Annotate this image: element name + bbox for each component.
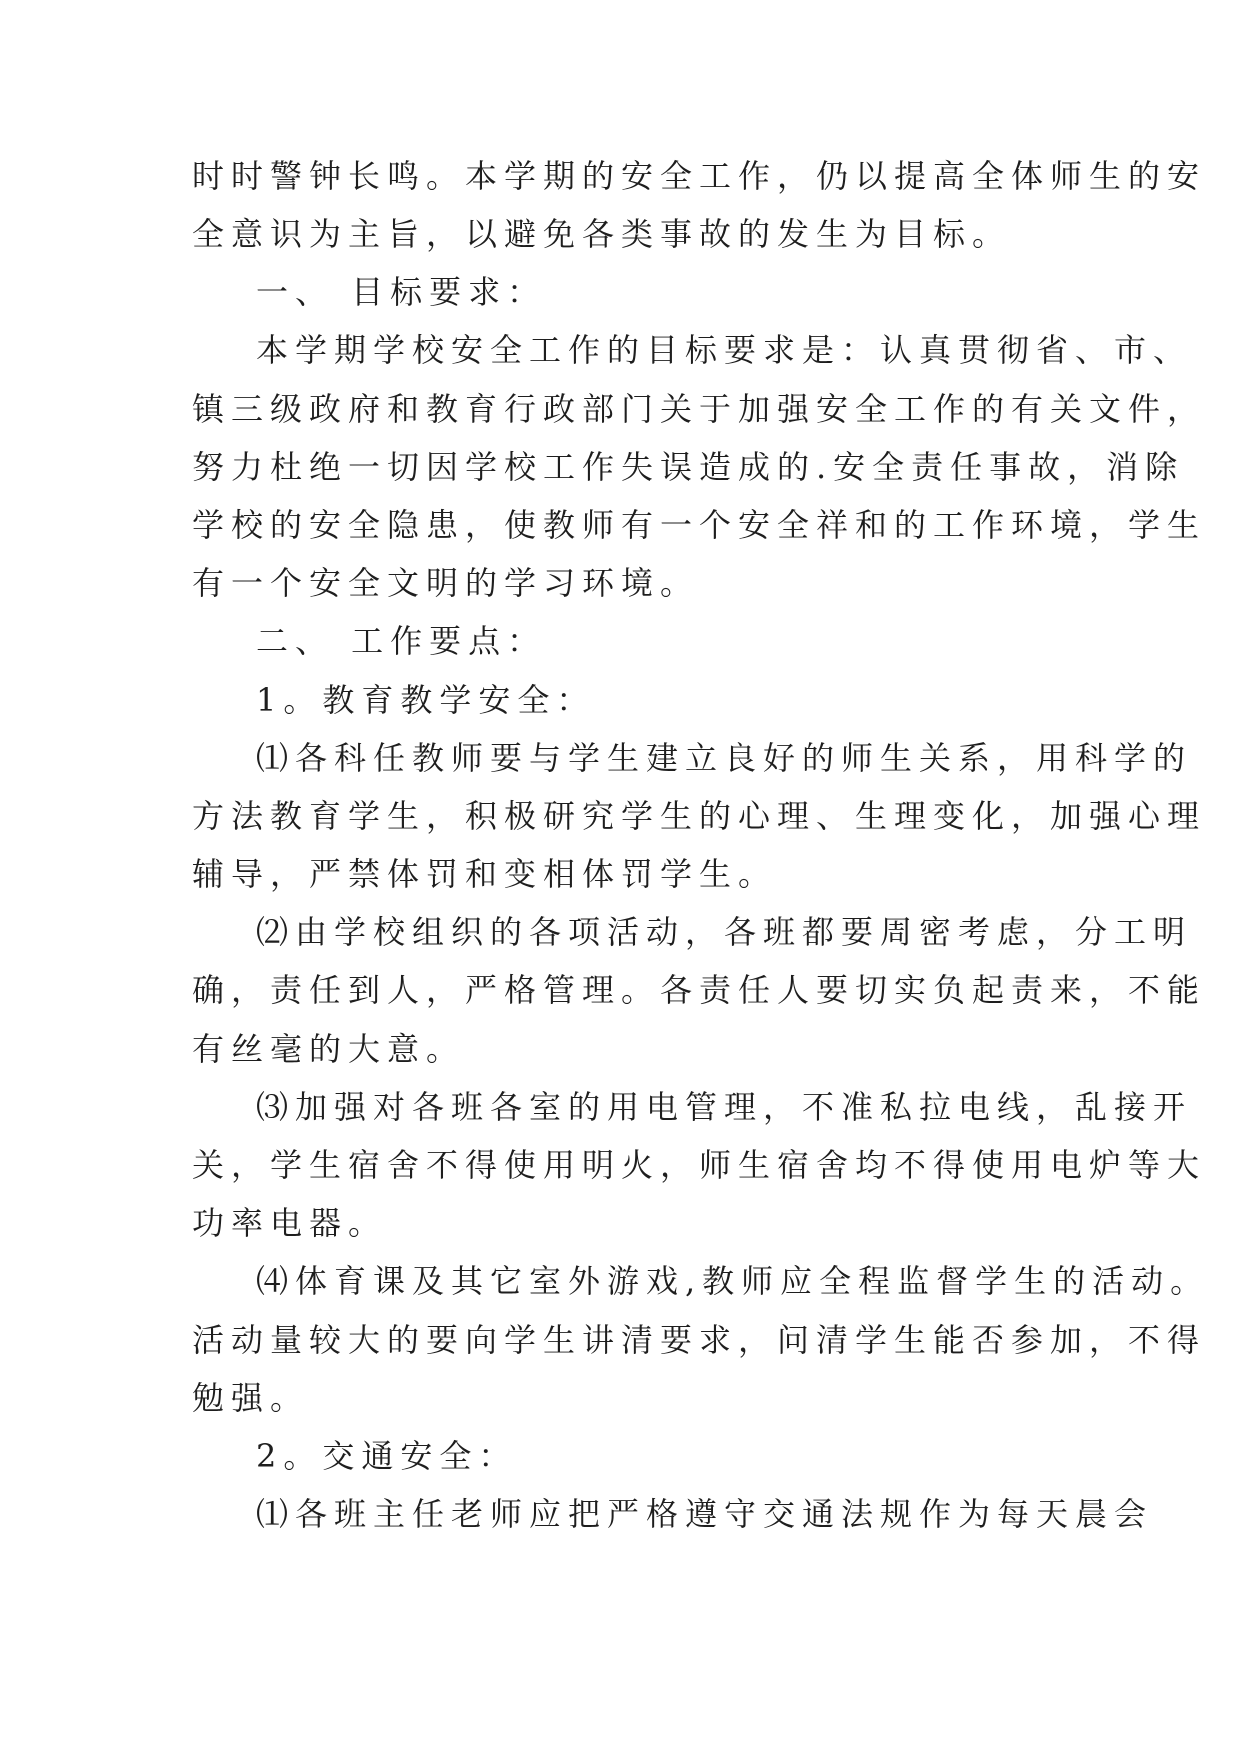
text-line: 活动量较大的要向学生讲清要求，问清学生能否参加，不得: [192, 1321, 1207, 1359]
subsection-heading: 2。交通安全：: [256, 1437, 518, 1475]
section-heading: 二、 工作要点：: [256, 622, 547, 660]
text-line: ⑷体育课及其它室外游戏,教师应全程监督学生的活动。: [256, 1262, 1210, 1300]
text-line: 镇三级政府和教育行政部门关于加强安全工作的有关文件，: [192, 390, 1207, 428]
text-line: ⑶加强对各班各室的用电管理，不准私拉电线，乱接开: [256, 1088, 1193, 1126]
text-line: 有一个安全文明的学习环境。: [192, 564, 700, 602]
text-line: 学校的安全隐患，使教师有一个安全祥和的工作环境，学生: [192, 506, 1207, 544]
text-line: ⑵由学校组织的各项活动，各班都要周密考虑，分工明: [256, 913, 1193, 951]
text-line: 辅导，严禁体罚和变相体罚学生。: [192, 855, 778, 893]
text-line: 全意识为主旨，以避免各类事故的发生为目标。: [192, 215, 1012, 253]
section-heading: 一、 目标要求：: [256, 273, 547, 311]
text-line: 努力杜绝一切因学校工作失误造成的.安全责任事故，消除: [192, 448, 1185, 486]
text-line: 有丝毫的大意。: [192, 1030, 466, 1068]
text-line: 方法教育学生，积极研究学生的心理、生理变化，加强心理: [192, 797, 1207, 835]
text-line: 确，责任到人，严格管理。各责任人要切实负起责来，不能: [192, 971, 1207, 1009]
text-line: ⑴各班主任老师应把严格遵守交通法规作为每天晨会: [256, 1495, 1154, 1533]
text-line: ⑴各科任教师要与学生建立良好的师生关系，用科学的: [256, 739, 1193, 777]
subsection-heading: 1。教育教学安全：: [256, 681, 596, 719]
text-line: 关，学生宿舍不得使用明火，师生宿舍均不得使用电炉等大: [192, 1146, 1207, 1184]
text-line: 勉强。: [192, 1379, 310, 1417]
text-line: 本学期学校安全工作的目标要求是：认真贯彻省、市、: [256, 331, 1193, 369]
text-line: 功率电器。: [192, 1204, 388, 1242]
text-line: 时时警钟长鸣。本学期的安全工作，仍以提高全体师生的安: [192, 157, 1207, 195]
